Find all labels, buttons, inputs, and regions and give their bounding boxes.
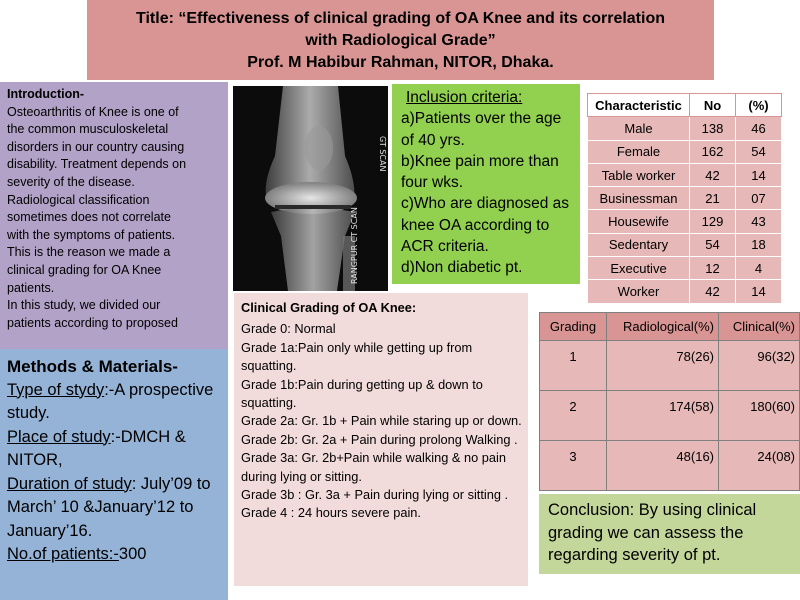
introduction-line: with the symptoms of patients. <box>7 227 176 242</box>
table-row <box>540 391 800 441</box>
clinical-grading-section <box>234 293 528 586</box>
title-line-1: Title: “Effectiveness of clinical grading of OA Knee and its correlation <box>136 10 665 27</box>
patient-count <box>7 543 224 567</box>
grade-item: Grade 3a: Gr. 2b+Pain while walking & no pain during lying or sitting. <box>241 450 506 484</box>
study-type-label: Type of stydy <box>7 380 105 399</box>
introduction-line: the common musculoskeletal <box>7 122 169 137</box>
methods-heading: Methods & Materials- <box>7 357 178 376</box>
introduction-line: patients according to proposed <box>7 315 178 330</box>
table-row <box>588 257 782 280</box>
inclusion-heading: Inclusion criteria: <box>406 89 523 106</box>
inclusion-item: d)Non diabetic pt. <box>401 259 523 277</box>
table-cell: 2 <box>540 391 607 441</box>
table-cell: 162 <box>690 140 736 163</box>
introduction-line: This is the reason we made a <box>7 245 171 260</box>
grade-item: Grade 2a: Gr. 1b + Pain while staring up or down. <box>241 413 522 429</box>
title-line-2: with Radiological Grade” <box>305 32 496 49</box>
study-duration-label: Duration of study <box>7 474 132 493</box>
table-cell: 24(08) <box>719 441 800 491</box>
introduction-line: disorders in our country causing <box>7 139 185 154</box>
patient-count-value: 300 <box>118 545 147 563</box>
table-cell: 138 <box>690 117 736 140</box>
table-cell: Table worker <box>588 163 690 186</box>
table-header-row <box>540 313 800 341</box>
table-row <box>588 280 782 303</box>
column-header: No <box>690 94 736 117</box>
table-cell: Housewife <box>588 210 690 233</box>
study-place-label: Place of study <box>7 427 111 446</box>
table-cell: 12 <box>690 257 736 280</box>
introduction-line: Osteoarthritis of Knee is one of <box>7 104 179 119</box>
table-cell: Executive <box>588 257 690 280</box>
column-header: Grading <box>540 313 607 341</box>
table-cell: Sedentary <box>588 233 690 256</box>
table-cell: 4 <box>736 257 782 280</box>
grade-item: Grade 2b: Gr. 2a + Pain during prolong Walking . <box>241 431 518 447</box>
introduction-line: Radiological classification <box>7 192 150 207</box>
table-cell: Worker <box>588 280 690 303</box>
table-row <box>588 140 782 163</box>
study-type <box>7 379 224 426</box>
study-duration <box>7 473 224 544</box>
table-row <box>588 117 782 140</box>
table-cell: 21 <box>690 187 736 210</box>
study-duration-value: : July’09 to March’ 10 &January’12 to January’16. <box>7 474 211 540</box>
study-place <box>7 426 224 473</box>
table-cell: 180(60) <box>719 391 800 441</box>
table-cell: Female <box>588 140 690 163</box>
table-cell: 42 <box>690 163 736 186</box>
knee-xray-image <box>233 86 388 291</box>
study-type-value: :-A prospective study. <box>7 380 214 422</box>
introduction-heading: Introduction- <box>7 87 85 101</box>
inclusion-item: b)Knee pain more than four wks. <box>401 152 559 192</box>
grade-item: Grade 4 : 24 hours severe pain. <box>241 505 421 521</box>
table-cell: 1 <box>540 341 607 391</box>
table-cell: 14 <box>736 163 782 186</box>
grade-item: Grade 1a:Pain only while getting up from squatting. <box>241 339 473 374</box>
inclusion-criteria-section <box>392 84 580 284</box>
table-row <box>588 233 782 256</box>
table-cell: 174(58) <box>607 391 719 441</box>
study-place-value: :-DMCH & NITOR, <box>7 427 186 469</box>
table-cell: 14 <box>736 280 782 303</box>
table-cell: 46 <box>736 117 782 140</box>
inclusion-item: c)Who are diagnosed as knee OA according to ACR criteria. <box>401 195 570 256</box>
table-row <box>540 341 800 391</box>
conclusion-section <box>539 494 800 574</box>
table-cell: 3 <box>540 441 607 491</box>
table-cell: 43 <box>736 210 782 233</box>
column-header: Characteristic <box>588 94 690 117</box>
xray-marker-text: RANGPUR CT SCAN <box>350 207 359 284</box>
table-cell: 129 <box>690 210 736 233</box>
table-cell: 48(16) <box>607 441 719 491</box>
title-banner <box>87 0 714 80</box>
table-cell: Businessman <box>588 187 690 210</box>
introduction-line: sometimes does not correlate <box>7 210 171 225</box>
grading-comparison-table <box>539 312 800 491</box>
introduction-line: In this study, we divided our <box>7 298 161 313</box>
column-header: Clinical(%) <box>719 313 800 341</box>
xray-side-text: GT SCAN <box>378 136 387 172</box>
introduction-line: severity of the disease. <box>7 174 135 189</box>
grade-item: Grade 3b : Gr. 3a + Pain during lying or sitting . <box>241 487 509 503</box>
table-cell: 42 <box>690 280 736 303</box>
column-header: Radiological(%) <box>607 313 719 341</box>
table-cell: 07 <box>736 187 782 210</box>
table-row <box>588 210 782 233</box>
table-cell: 54 <box>736 140 782 163</box>
patient-count-label: No.of patients:- <box>7 545 119 563</box>
author-line: Prof. M Habibur Rahman, NITOR, Dhaka. <box>247 54 554 71</box>
table-row <box>588 163 782 186</box>
table-cell: Male <box>588 117 690 140</box>
table-row <box>588 187 782 210</box>
introduction-line: clinical grading for OA Knee <box>7 262 162 277</box>
introduction-line: disability. Treatment depends on <box>7 157 187 172</box>
table-cell: 54 <box>690 233 736 256</box>
column-header: (%) <box>736 94 782 117</box>
table-row <box>540 441 800 491</box>
grade-item: Grade 1b:Pain during getting up & down to squatting. <box>241 376 483 411</box>
table-cell: 96(32) <box>719 341 800 391</box>
characteristics-table <box>587 93 782 304</box>
table-header-row <box>588 94 782 117</box>
methods-section <box>0 349 228 600</box>
clinical-grading-heading: Clinical Grading of OA Knee: <box>241 300 417 315</box>
table-cell: 18 <box>736 233 782 256</box>
introduction-section <box>0 82 228 350</box>
conclusion-text: Conclusion: By using clinical grading we can assess the regarding severity of pt. <box>548 501 757 564</box>
grade-item: Grade 0: Normal <box>241 321 336 337</box>
introduction-line: patients. <box>7 280 55 295</box>
table-cell: 78(26) <box>607 341 719 391</box>
inclusion-item: a)Patients over the age of 40 yrs. <box>401 110 562 149</box>
